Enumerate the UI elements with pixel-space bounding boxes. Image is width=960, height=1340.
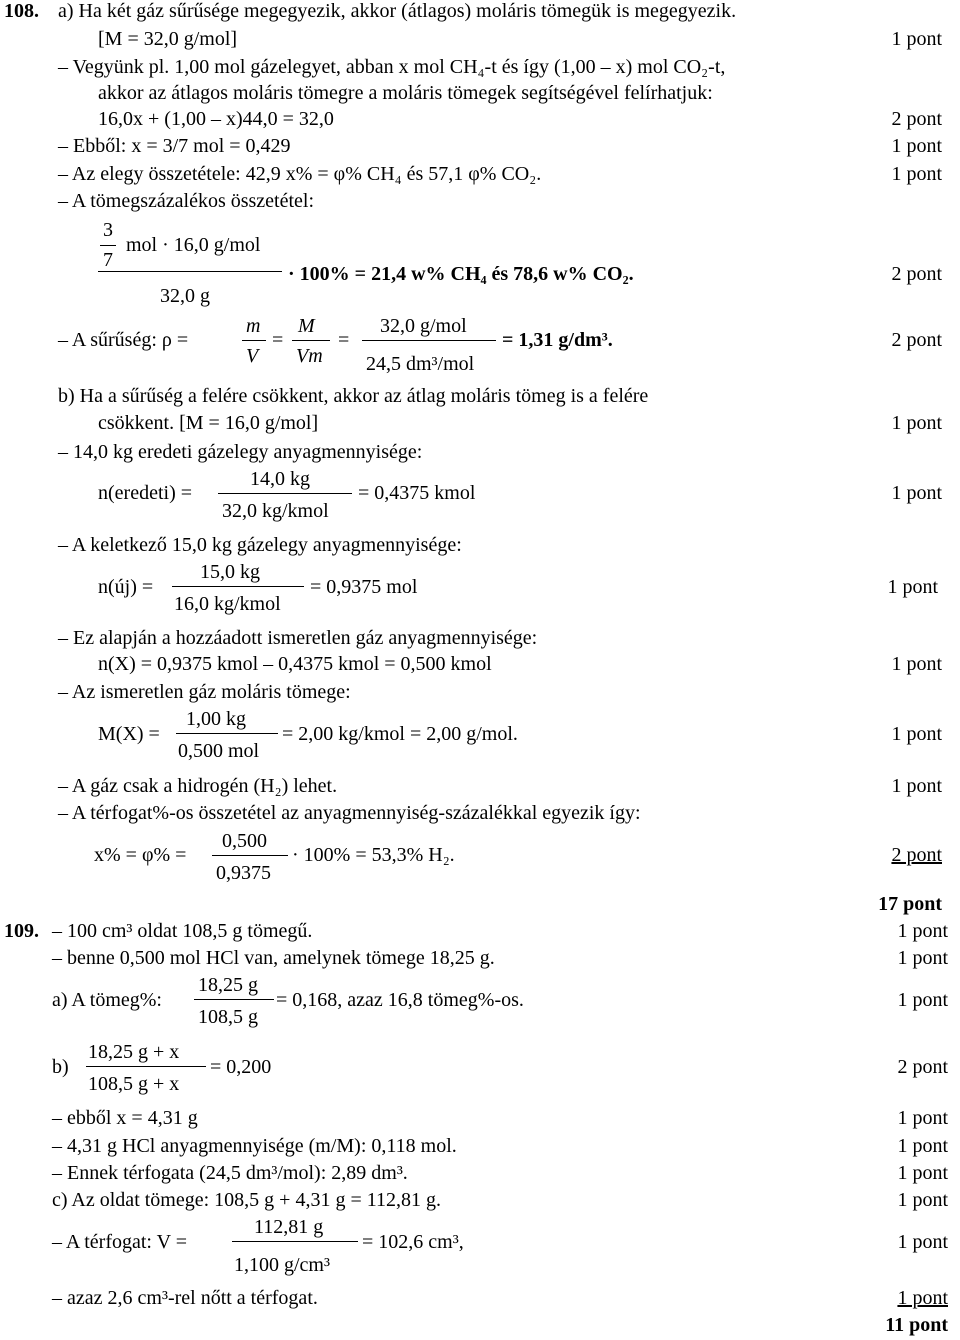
score-109-line1: 1 pont	[897, 920, 948, 942]
mx-label: M(X) =	[98, 723, 160, 745]
text-109a-numerator: 18,25 g	[198, 974, 258, 996]
text-109b-denominator: 108,5 g + x	[88, 1073, 180, 1095]
mass-numerator-rest: mol · 16,0 g/mol	[126, 234, 261, 256]
density-m: m	[246, 315, 261, 337]
density-Vm: Vm	[296, 345, 323, 367]
mass-denominator: 32,0 g	[160, 285, 210, 307]
score-109c: 1 pont	[897, 1189, 948, 1211]
n-new-frac-line	[172, 586, 304, 587]
x-result: · 100% = 53,3% H₂.	[292, 844, 455, 866]
n-original-denominator: 32,0 kg/kmol	[222, 500, 329, 522]
volume-denominator: 1,100 g/cm³	[234, 1254, 330, 1276]
density-result: = 1,31 g/dm³.	[502, 329, 613, 351]
text-108a-line5: – Az elegy összetétele: 42,9 x% = φ% CH₄ és 57,1 φ% CO₂.	[58, 163, 542, 185]
text-108b-line3: – Ez alapján a hozzáadott ismeretlen gáz anyagmennyisége:	[58, 627, 538, 649]
text-109b-frac-line	[86, 1066, 206, 1067]
text-109a-result: = 0,168, azaz 16,8 tömeg%-os.	[276, 989, 524, 1011]
score-108b-line6: 1 pont	[891, 775, 942, 797]
text-108a-line2: akkor az átlagos moláris tömegre a moláris tömegek segítségével felírhatjuk:	[98, 82, 713, 104]
text-108b-line4: n(X) = 0,9375 kmol – 0,4375 kmol = 0,500 kmol	[98, 653, 492, 675]
x-percent-label: x% = φ% =	[94, 844, 187, 866]
text-109b-result: = 0,200	[210, 1056, 272, 1078]
problem-number-108: 108.	[4, 0, 39, 22]
text-109a-frac-line	[194, 999, 274, 1000]
text-108a-line3: 16,0x + (1,00 – x)44,0 = 32,0	[98, 108, 334, 130]
text-108a-line1: – Vegyünk pl. 1,00 mol gázelegyet, abban x mol CH₄-t és így (1,00 – x) mol CO₂-t,	[58, 56, 726, 78]
mass-fraction-line	[98, 271, 282, 272]
score-108a-line4: 1 pont	[891, 135, 942, 157]
score-108a-intro: 1 pont	[891, 28, 942, 50]
text-108b-line7: – A térfogat%-os összetétel az anyagmennyiség-százalékkal egyezik így:	[58, 802, 641, 824]
text-109b-numerator: 18,25 g + x	[88, 1041, 180, 1063]
text-109b-label: b)	[52, 1056, 69, 1078]
score-109-last: 1 pont	[897, 1287, 948, 1309]
text-109-line3: – ebből x = 4,31 g	[52, 1107, 198, 1129]
frac-7-denominator: 7	[103, 249, 113, 271]
score-108a-line3: 2 pont	[891, 108, 942, 130]
mass-result: · 100% = 21,4 w% CH₄ és 78,6 w% CO₂.	[288, 263, 634, 285]
volume-result: = 102,6 cm³,	[362, 1231, 464, 1253]
score-109-line5: 1 pont	[897, 1162, 948, 1184]
score-108a-mass: 2 pont	[891, 263, 942, 285]
score-109-line2: 1 pont	[897, 947, 948, 969]
score-109-volume: 1 pont	[897, 1231, 948, 1253]
text-108a-intro1: a) Ha két gáz sűrűsége megegyezik, akkor (átlagos) moláris tömegük is megegyezik.	[58, 0, 737, 22]
total-108: 17 pont	[878, 893, 942, 915]
text-108b-intro2: csökkent. [M = 16,0 g/mol]	[98, 412, 319, 434]
problem-number-109: 109.	[4, 920, 39, 942]
n-original-result: = 0,4375 kmol	[358, 482, 476, 504]
density-numerator: 32,0 g/mol	[380, 315, 467, 337]
text-109a-label: a) A tömeg%:	[52, 989, 162, 1011]
mx-denominator: 0,500 mol	[178, 740, 260, 762]
density-M: M	[298, 315, 315, 337]
score-108b-intro: 1 pont	[891, 412, 942, 434]
n-original-frac-line	[218, 493, 352, 494]
volume-numerator: 112,81 g	[254, 1216, 324, 1238]
density-V: V	[246, 345, 259, 367]
text-108a-line4: – Ebből: x = 3/7 mol = 0,429	[58, 135, 291, 157]
x-frac-line	[212, 855, 288, 856]
x-numerator: 0,500	[222, 830, 267, 852]
score-109a: 1 pont	[897, 989, 948, 1011]
total-109: 11 pont	[885, 1314, 948, 1336]
mx-result: = 2,00 kg/kmol = 2,00 g/mol.	[282, 723, 518, 745]
text-109a-denominator: 108,5 g	[198, 1006, 258, 1028]
text-108b-line2: – A keletkező 15,0 kg gázelegy anyagmennyisége:	[58, 534, 462, 556]
text-108b-line1: – 14,0 kg eredeti gázelegy anyagmennyisége:	[58, 441, 423, 463]
text-108a-line6: – A tömegszázalékos összetétel:	[58, 190, 315, 212]
text-109c-line: c) Az oldat tömege: 108,5 g + 4,31 g = 112,81 g.	[52, 1189, 441, 1211]
text-108a-intro2: [M = 32,0 g/mol]	[98, 28, 238, 50]
n-original-numerator: 14,0 kg	[250, 468, 310, 490]
density-frac2-line	[292, 340, 330, 341]
score-109b: 2 pont	[897, 1056, 948, 1078]
n-new-result: = 0,9375 mol	[310, 576, 418, 598]
n-new-denominator: 16,0 kg/kmol	[174, 593, 281, 615]
text-109-line5: – Ennek térfogata (24,5 dm³/mol): 2,89 dm³.	[52, 1162, 408, 1184]
text-109-last: – azaz 2,6 cm³-rel nőtt a térfogat.	[52, 1287, 318, 1309]
text-108b-intro1: b) Ha a sűrűség a felére csökkent, akkor az átlag moláris tömeg is a felére	[58, 385, 649, 407]
n-new-label: n(új) =	[98, 576, 154, 598]
score-109-line3: 1 pont	[897, 1107, 948, 1129]
score-108a-line5: 1 pont	[891, 163, 942, 185]
volume-label: – A térfogat: V =	[52, 1231, 187, 1253]
mx-numerator: 1,00 kg	[186, 708, 246, 730]
text-109-line1: – 100 cm³ oldat 108,5 g tömegű.	[52, 920, 313, 942]
density-label: – A sűrűség: ρ =	[58, 329, 189, 351]
score-108b-mx: 1 pont	[891, 723, 942, 745]
n-original-label: n(eredeti) =	[98, 482, 193, 504]
text-109-line2: – benne 0,500 mol HCl van, amelynek tömege 18,25 g.	[52, 947, 495, 969]
text-108b-line5: – Az ismeretlen gáz moláris tömege:	[58, 681, 351, 703]
density-frac3-line	[362, 340, 496, 341]
score-108b-x: 2 pont	[891, 844, 942, 866]
text-108b-line6: – A gáz csak a hidrogén (H₂) lehet.	[58, 775, 338, 797]
score-109-line4: 1 pont	[897, 1135, 948, 1157]
x-denominator: 0,9375	[216, 862, 271, 884]
score-108a-density: 2 pont	[891, 329, 942, 351]
density-denominator: 24,5 dm³/mol	[366, 353, 475, 375]
score-108b-n2: 1 pont	[887, 576, 938, 598]
n-new-numerator: 15,0 kg	[200, 561, 260, 583]
score-108b-line4: 1 pont	[891, 653, 942, 675]
volume-frac-line	[232, 1241, 358, 1242]
density-frac1-line	[242, 340, 266, 341]
frac-3-7-line	[100, 245, 116, 246]
frac-3-numerator: 3	[103, 219, 113, 241]
text-109-line4: – 4,31 g HCl anyagmennyisége (m/M): 0,118 mol.	[52, 1135, 457, 1157]
score-108b-n1: 1 pont	[891, 482, 942, 504]
mx-frac-line	[176, 733, 278, 734]
